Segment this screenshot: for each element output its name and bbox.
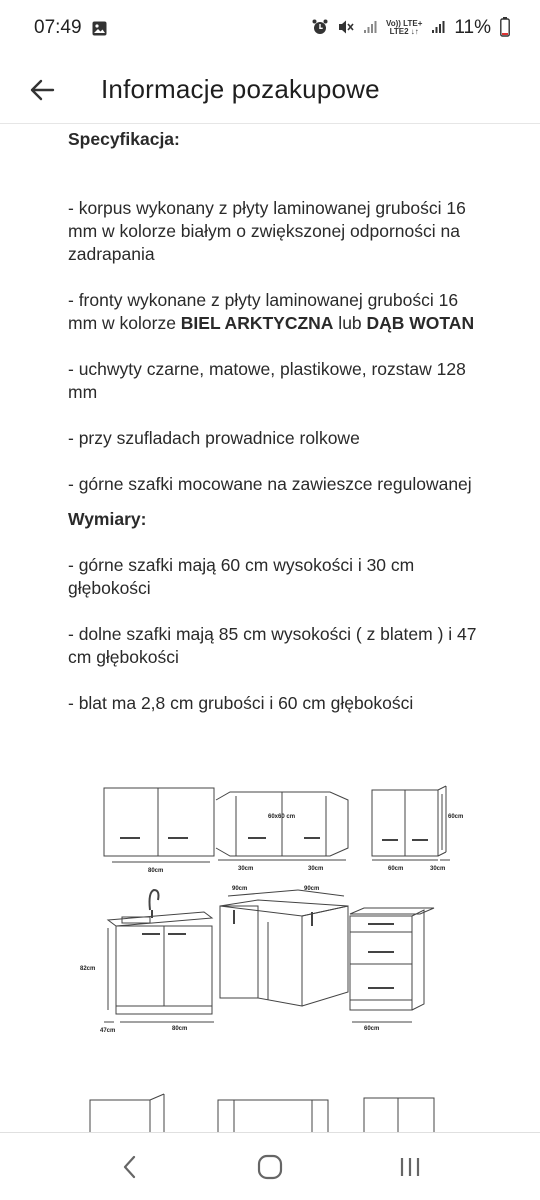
fronty-prefix: - fronty wykonane z płyty laminowanej grubości 16 mm w kolorze <box>68 290 459 333</box>
sink-countertop <box>108 912 212 926</box>
label-w90a: 90cm <box>232 886 248 892</box>
dim-item-dolne: - dolne szafki mają 85 cm wysokości ( z blatem ) i 47 cm głębokości <box>68 624 477 667</box>
label-w60b: 60cm <box>364 1026 380 1032</box>
system-nav-bar <box>0 1132 540 1200</box>
label-d30: 30cm <box>430 866 446 872</box>
label-w60: 60cm <box>388 866 404 872</box>
product-description <box>68 128 488 715</box>
label-corner: 60x60 cm <box>268 814 296 820</box>
mute-icon <box>337 19 354 38</box>
upper-corner-cabinet <box>216 792 282 856</box>
label-w80: 80cm <box>148 868 164 874</box>
spec-item-korpus: - korpus wykonany z płyty laminowanej grubości 16 mm w kolorze białym o zwiększonej odporności na zadrapania <box>68 198 466 264</box>
arrow-left-icon <box>29 77 55 103</box>
dim-heading: Wymiary: <box>68 509 147 529</box>
label-w80b: 80cm <box>172 1026 188 1032</box>
drawer-cabinet <box>350 916 412 1010</box>
label-h82: 82cm <box>80 966 96 972</box>
nav-home-button[interactable] <box>240 1142 300 1192</box>
spec-item-fronty <box>68 289 488 335</box>
spec-item-uchwyty: - uchwyty czarne, matowe, plastikowe, rozstaw 128 mm <box>68 359 466 402</box>
nav-back-button[interactable] <box>100 1142 160 1192</box>
spec-item-szuflady: - przy szufladach prowadnice rolkowe <box>68 428 360 448</box>
signal-icon <box>363 20 377 37</box>
upper-cabinet-80 <box>104 788 214 856</box>
network-line2: LTE2 ↓↑ <box>389 27 419 36</box>
battery-percent: 11% <box>454 17 491 38</box>
image-icon <box>92 21 107 36</box>
label-w30b: 30cm <box>308 866 324 872</box>
recents-bars-icon <box>398 1156 422 1178</box>
nav-recents-button[interactable] <box>380 1142 440 1192</box>
status-time: 07:49 <box>34 17 82 38</box>
label-d47: 47cm <box>100 1028 116 1034</box>
network-line1: Vo)) LTE+ <box>386 19 423 28</box>
status-bar <box>0 0 540 56</box>
corner-countertop <box>220 900 348 916</box>
battery-icon <box>500 17 510 40</box>
home-circle-icon <box>257 1154 283 1180</box>
page-title: Informacje pozakupowe <box>101 74 380 104</box>
signal-icon-2 <box>431 20 445 37</box>
fronty-or: lub <box>333 313 367 333</box>
dim-item-gorne: - górne szafki mają 60 cm wysokości i 30 cm głębokości <box>68 555 415 598</box>
network-label <box>386 20 422 36</box>
app-header <box>0 56 540 124</box>
dim-item-blat: - blat ma 2,8 cm grubości i 60 cm głębokości <box>68 693 414 713</box>
back-button[interactable] <box>22 70 62 110</box>
fronty-color1: BIEL ARKTYCZNA <box>180 313 334 333</box>
cabinet-dimensions-drawing <box>68 760 478 1140</box>
spec-heading: Specyfikacja: <box>68 129 180 149</box>
alarm-icon <box>312 19 328 38</box>
spec-item-gorne: - górne szafki mocowane na zawieszce regulowanej <box>68 474 472 494</box>
status-icons <box>312 17 510 40</box>
chevron-left-icon <box>122 1155 138 1179</box>
label-w90b: 90cm <box>304 886 320 892</box>
label-w30a: 30cm <box>238 866 254 872</box>
fronty-color2: DĄB WOTAN <box>366 313 475 333</box>
label-h60: 60cm <box>448 814 464 820</box>
